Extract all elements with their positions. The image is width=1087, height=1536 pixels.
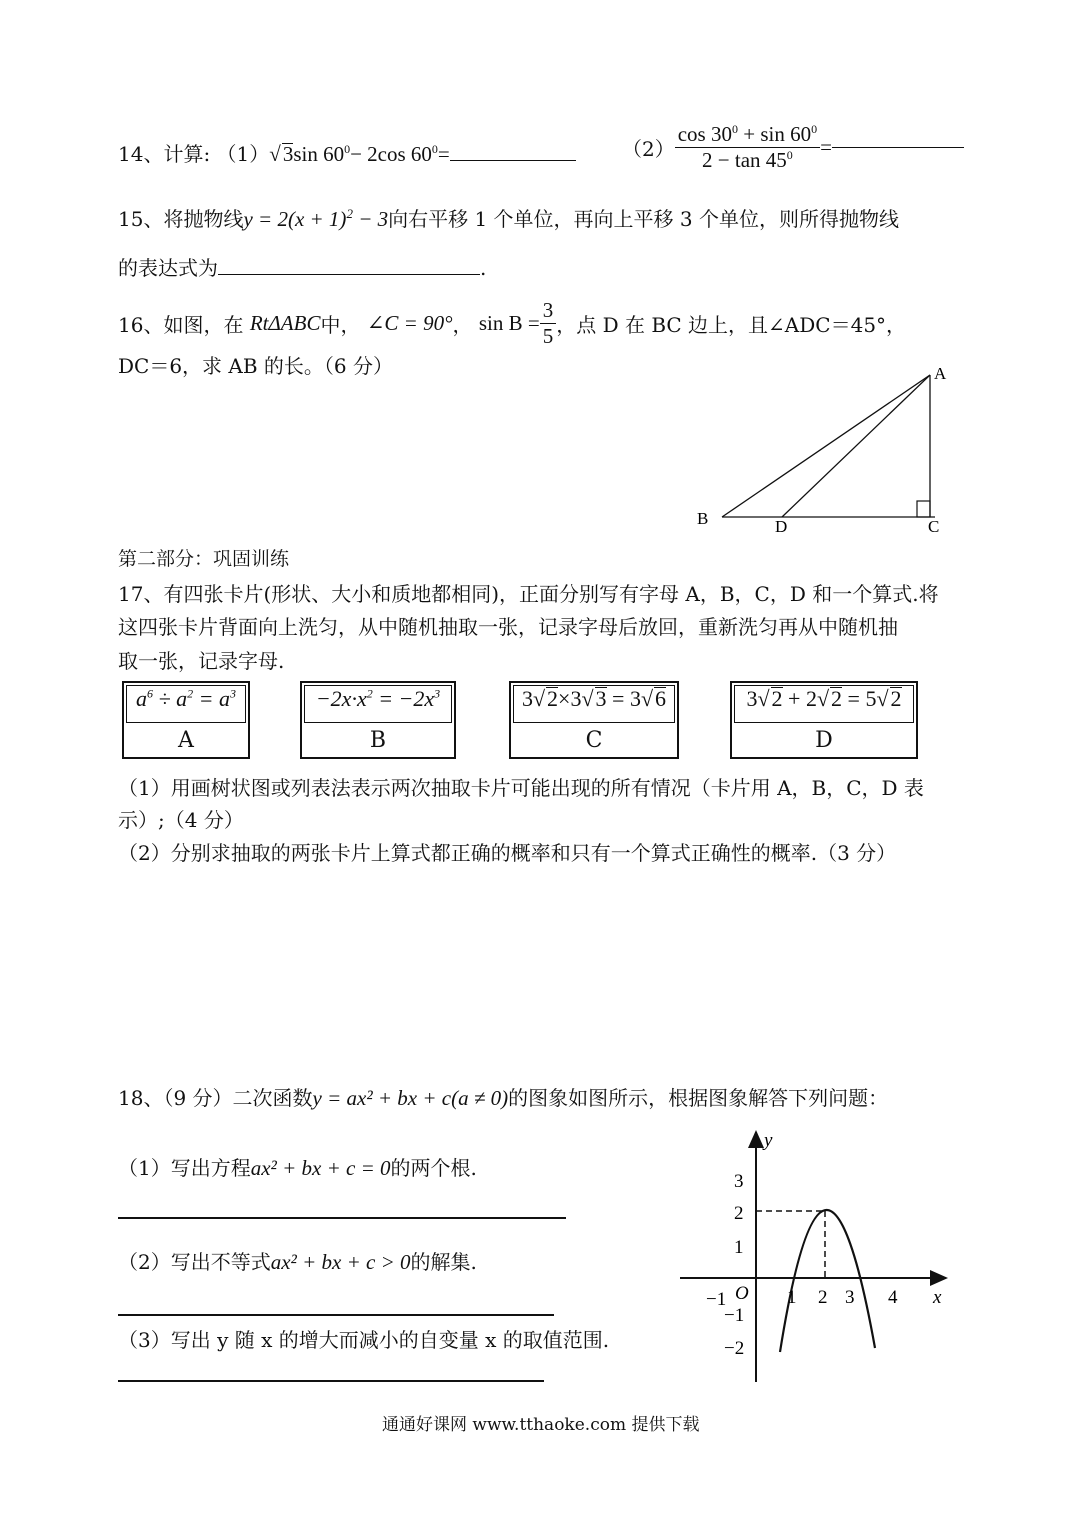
q15-answer-blank[interactable]	[218, 274, 480, 275]
q14-part2: （2） $\frac{\cos 30^0 + \sin 60^0}{2 - \tan 45^0}$ =	[622, 122, 964, 173]
q14-part1-answer-blank[interactable]	[450, 160, 576, 161]
card-a-expr: $a^6 \div a^2 = a^3$	[136, 686, 236, 711]
x-tick-4: 4	[888, 1287, 898, 1308]
card-d-expr: 3√2 + 2√2 = 5√2	[746, 686, 902, 711]
x-tick-1: 1	[787, 1287, 797, 1308]
y-axis-label: y	[764, 1130, 773, 1151]
card-b[interactable]	[300, 681, 456, 759]
q18-sub1: （1）写出方程ax² + bx + c = 0的两个根.	[118, 1156, 477, 1180]
y-tick-2: 2	[734, 1203, 744, 1224]
q16-rt-triangle: RtΔABC	[249, 311, 321, 336]
q18-sub1-answer-line[interactable]	[118, 1217, 566, 1219]
point-d-label: D	[775, 517, 788, 536]
y-tick-1: 1	[734, 1237, 744, 1258]
footer-credit: 通通好课网 www.tthaoke.com 提供下载	[382, 1415, 700, 1435]
q17-line3: 取一张，记录字母.	[118, 649, 285, 673]
q18-line1: 18、（9 分）二次函数y = ax² + bx + c(a ≠ 0)的图象如图所示，根据图象解答下列问题：	[118, 1086, 889, 1110]
q17-sub2: （2）分别求抽取的两张卡片上算式都正确的概率和只有一个算式正确性的概率.（3 分）	[118, 841, 897, 865]
card-a[interactable]	[122, 681, 250, 759]
x-tick-2: 2	[818, 1287, 828, 1308]
q14-label: 14、计算:	[118, 142, 211, 166]
x-tick-neg1: −1	[706, 1289, 727, 1310]
q16-triangle-figure	[690, 360, 960, 540]
card-b-letter: B	[369, 728, 387, 753]
q18-sub2-answer-line[interactable]	[118, 1314, 554, 1316]
y-tick-neg1: −1	[724, 1305, 745, 1326]
section2-title: 第二部分：巩固训练	[118, 548, 290, 570]
q17-sub1-line1: （1）用画树状图或列表法表示两次抽取卡片可能出现的所有情况（卡片用 A，B，C，D 表	[118, 776, 924, 800]
q18-sub3-answer-line[interactable]	[118, 1380, 544, 1382]
card-c-letter: C	[585, 728, 603, 753]
card-d[interactable]	[730, 681, 918, 759]
q14-part1-label: （1）	[216, 142, 270, 166]
q14-part2-answer-blank[interactable]	[832, 147, 964, 148]
card-c[interactable]	[509, 681, 679, 759]
parabola-curve	[780, 1210, 875, 1352]
y-tick-neg2: −2	[724, 1338, 745, 1359]
q15-expr: $y = 2(x + 1)^2 - 3$	[243, 206, 389, 231]
q18-sub2: （2）写出不等式ax² + bx + c > 0的解集.	[118, 1250, 477, 1274]
point-b-label: B	[697, 509, 709, 528]
point-a-label: A	[934, 364, 947, 383]
q16-line2: DC＝6，求 AB 的长。（6 分）	[118, 354, 393, 378]
origin-label: O	[735, 1283, 749, 1304]
q16-line1: 16、如图，在 RtΔABC中， ∠C = 90°， sin B = $\frac{3}{5}$ ，点 D 在 BC 边上，且∠ADC＝45°，	[118, 298, 907, 349]
x-tick-3: 3	[845, 1287, 855, 1308]
card-b-expr: $-2x\cdot x^2 = -2x^3$	[315, 686, 441, 711]
y-tick-3: 3	[734, 1171, 744, 1192]
card-c-expr: 3√2×3√3 = 3√6	[521, 686, 667, 711]
q17-line2: 这四张卡片背面向上洗匀，从中随机抽取一张，记录字母后放回，重新洗匀再从中随机抽	[118, 615, 898, 639]
q18-sub3: （3）写出 y 随 x 的增大而减小的自变量 x 的取值范围.	[118, 1328, 610, 1352]
q14-line	[118, 138, 576, 167]
q14-part2-label: （2）	[622, 137, 675, 162]
q17-line1: 17、有四张卡片(形状、大小和质地都相同)，正面分别写有字母 A，B，C，D 和一个算式.将	[118, 582, 939, 606]
point-c-label: C	[928, 517, 940, 536]
q18-function-expr: y = ax² + bx + c(a ≠ 0)	[312, 1086, 509, 1110]
q16-angle-c: ∠C = 90°	[366, 311, 453, 336]
side-ab	[722, 375, 930, 517]
x-axis-label: x	[933, 1287, 942, 1308]
right-angle-mark	[917, 501, 930, 517]
q18-parabola-graph	[670, 1122, 960, 1392]
q17-sub1-line2: 示）;（4 分）	[118, 808, 244, 832]
q15-line1: 15、将抛物线$y = 2(x + 1)^2 - 3$向右平移 1 个单位，再向上平移 3 个单位，则所得抛物线	[118, 206, 899, 231]
q14-part1-expr: √3sin $60^0- 2\cos$ $60^0=$	[269, 142, 450, 166]
card-d-letter: D	[815, 728, 833, 753]
q14-part2-fraction: $\frac{\cos 30^0 + \sin 60^0}{2 - \tan 45^0}$	[675, 122, 820, 173]
side-ad	[782, 375, 930, 517]
q16-sinb-fraction: $\frac{3}{5}$	[540, 298, 557, 349]
q15-line2: 的表达式为 .	[118, 256, 487, 280]
card-a-letter: A	[178, 728, 194, 753]
